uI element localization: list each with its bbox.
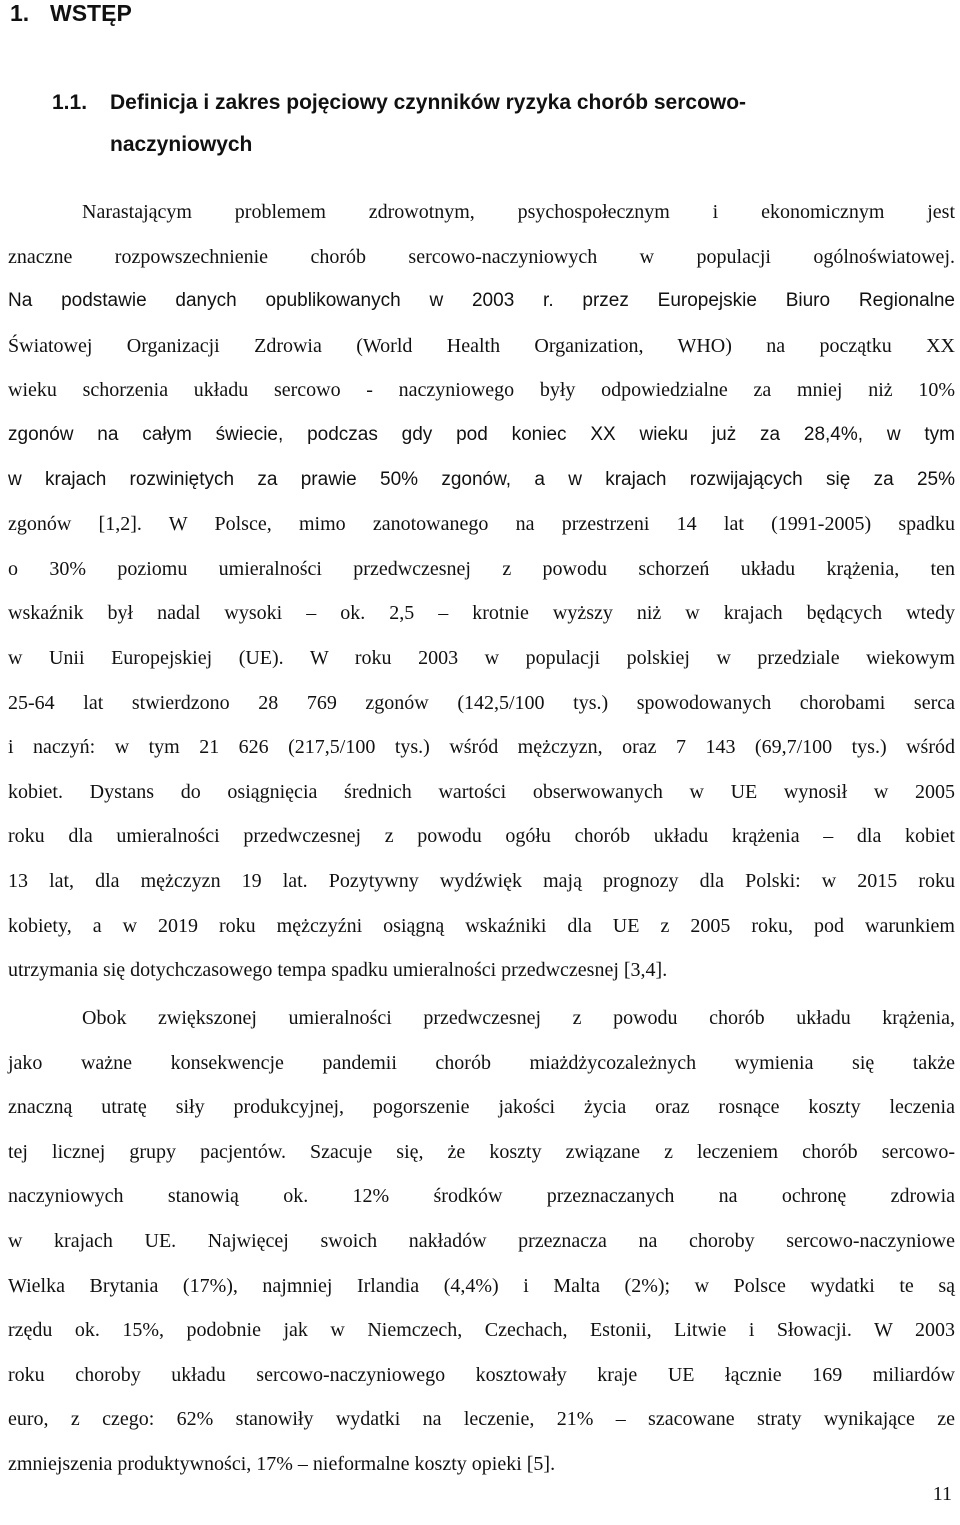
text-line: utrzymania się dotychczasowego tempa spadku umieralności przedwczesnej [3,4]. <box>8 959 668 982</box>
text-line: zmniejszenia produktywności, 17% – nieformalne koszty opieki [5]. <box>8 1452 556 1475</box>
text-line: 13 lat, dla mężczyzn 19 lat. Pozytywny wydźwięk mają prognozy dla Polski: w 2015 roku <box>8 869 955 892</box>
text-line: tej licznej grupy pacjentów. Szacuje się, że koszty związane z leczeniem chorób sercowo- <box>8 1140 955 1163</box>
chapter-heading <box>10 0 132 26</box>
text-line: zgonów na całym świecie, podczas gdy pod koniec XX wieku już za 28,4%, w tym <box>8 423 955 445</box>
text-line: naczyniowych stanowią ok. 12% środków przeznaczanych na ochronę zdrowia <box>8 1185 955 1208</box>
section-heading <box>52 82 812 166</box>
text-line: w Unii Europejskiej (UE). W roku 2003 w populacji polskiej w przedziale wiekowym <box>8 646 955 669</box>
page-number: 11 <box>932 1483 952 1505</box>
text-line: znaczną utratę siły produkcyjnej, pogorszenie jakości życia oraz rosnące koszty leczenia <box>8 1096 955 1119</box>
text-line: w krajach UE. Najwięcej swoich nakładów przeznacza na choroby sercowo-naczyniowe <box>8 1229 955 1252</box>
text-line: znaczne rozpowszechnienie chorób sercowo-naczyniowych w populacji ogólnoświatowej. <box>8 245 955 268</box>
text-line: kobiety, a w 2019 roku mężczyźni osiągną wskaźniki dla UE z 2005 roku, pod warunkiem <box>8 914 955 937</box>
text-line: zgonów [1,2]. W Polsce, mimo zanotowanego na przestrzeni 14 lat (1991-2005) spadku <box>8 513 955 536</box>
text-line: roku choroby układu sercowo-naczyniowego kosztowały kraje UE łącznie 169 miliardów <box>8 1363 955 1386</box>
section-number: 1.1. <box>52 91 88 114</box>
section-title: Definicja i zakres pojęciowy czynników ryzyka chorób sercowo-naczyniowych <box>110 91 747 156</box>
chapter-title: WSTĘP <box>50 0 132 26</box>
chapter-number: 1. <box>10 0 30 26</box>
text-line: w krajach rozwiniętych za prawie 50% zgonów, a w krajach rozwijających się za 25% <box>8 468 955 490</box>
text-line: wieku schorzenia układu sercowo - naczyniowego były odpowiedzialne za mniej niż 10% <box>8 379 955 402</box>
text-line: o 30% poziomu umieralności przedwczesnej z powodu schorzeń układu krążenia, ten <box>8 557 955 580</box>
text-line: i naczyń: w tym 21 626 (217,5/100 tys.) wśród mężczyzn, oraz 7 143 (69,7/100 tys.) wśród <box>8 736 955 759</box>
text-line: Wielka Brytania (17%), najmniej Irlandia (4,4%) i Malta (2%); w Polsce wydatki te są <box>8 1274 955 1297</box>
text-line: Narastającym problemem zdrowotnym, psychospołecznym i ekonomicznym jest <box>82 201 955 223</box>
text-line: Obok zwiększonej umieralności przedwczesnej z powodu chorób układu krążenia, <box>82 1007 955 1029</box>
text-line: wskaźnik był nadal wysoki – ok. 2,5 – krotnie wyższy niż w krajach będących wtedy <box>8 602 955 625</box>
text-line: 25-64 lat stwierdzono 28 769 zgonów (142,5/100 tys.) spowodowanych chorobami serca <box>8 691 955 714</box>
text-line: Na podstawie danych opublikowanych w 2003 r. przez Europejskie Biuro Regionalne <box>8 290 955 312</box>
paragraph-1 <box>8 190 955 993</box>
paragraph-2 <box>8 996 955 1487</box>
text-line: rzędu ok. 15%, podobnie jak w Niemczech, Czechach, Estonii, Litwie i Słowacji. W 2003 <box>8 1319 955 1342</box>
text-line: roku dla umieralności przedwczesnej z powodu ogółu chorób układu krążenia – dla kobiet <box>8 825 955 848</box>
text-line: euro, z czego: 62% stanowiły wydatki na leczenie, 21% – szacowane straty wynikające ze <box>8 1408 955 1431</box>
text-line: kobiet. Dystans do osiągnięcia średnich wartości obserwowanych w UE wynosił w 2005 <box>8 780 955 803</box>
text-line: jako ważne konsekwencje pandemii chorób miażdżycozależnych wymienia się także <box>8 1051 955 1074</box>
text-line: Światowej Organizacji Zdrowia (World Health Organization, WHO) na początku XX <box>8 334 955 357</box>
